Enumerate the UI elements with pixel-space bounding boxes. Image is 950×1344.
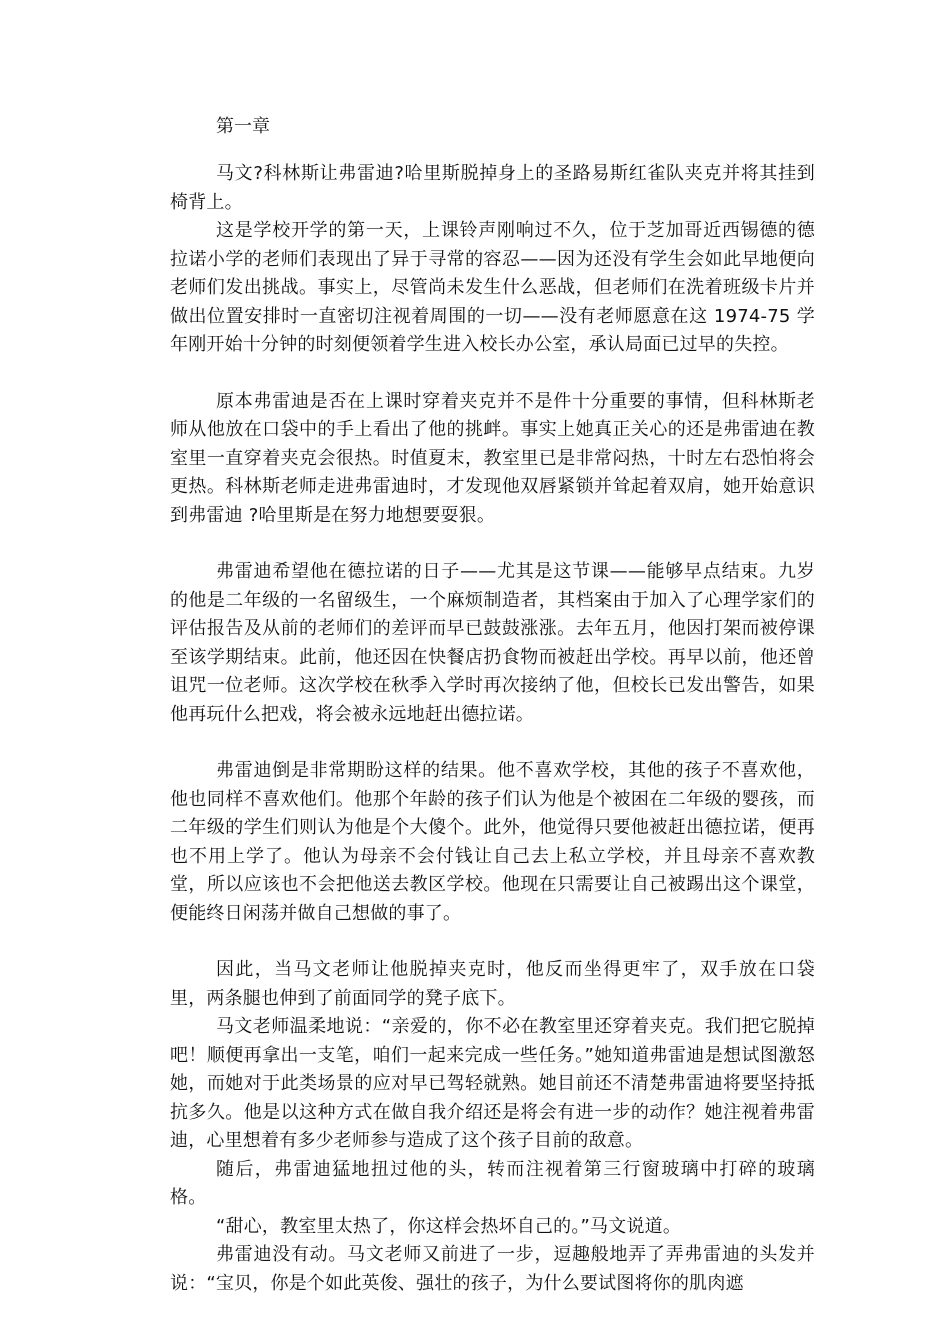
chapter-title: 第一章 — [216, 116, 270, 137]
paragraph-8: 随后，弗雷迪猛地扭过他的头，转而注视着第三行窗玻璃中打碎的玻璃格。 — [170, 1158, 815, 1208]
paragraph-10: 弗雷迪没有动。马文老师又前进了一步，逗趣般地弄了弄弗雷迪的头发并说：“宝贝，你是个如此英俊、强壮的孩子，为什么要试图将你的肌肉遮 — [170, 1244, 815, 1294]
body-text — [170, 160, 815, 1298]
paragraph-2: 这是学校开学的第一天，上课铃声刚响过不久，位于芝加哥近西锡德的德拉诺小学的老师们表现出了异于寻常的容忍——因为还没有学生会如此早地便向老师们发出挑战。事实上，尽管尚未发生什么恶战，但老师们在洗着班级卡片并做出位置安排时一直密切注视着周围的一切——没有老师愿意在这 1974-75 学年刚开始十分钟的时刻便领着学生进入校长办公室，承认局面已过早的失控。 — [170, 220, 815, 355]
paragraph-1: 马文?科林斯让弗雷迪?哈里斯脱掉身上的圣路易斯红雀队夹克并将其挂到椅背上。 — [170, 163, 815, 213]
paragraph-5: 弗雷迪倒是非常期盼这样的结果。他不喜欢学校，其他的孩子不喜欢他，他也同样不喜欢他们。他那个年龄的孩子们认为他是个被困在二年级的婴孩，而二年级的学生们则认为他是个大傻个。此外，他觉得只要他被赶出德拉诺，便再也不用上学了。他认为母亲不会付钱让自己去上私立学校，并且母亲不喜欢教堂，所以应该也不会把他送去教区学校。他现在只需要让自己被踢出这个课堂，便能终日闲荡并做自己想做的事了。 — [170, 760, 815, 924]
paragraph-6: 因此，当马文老师让他脱掉夹克时，他反而坐得更牢了，双手放在口袋里，两条腿也伸到了前面同学的凳子底下。 — [170, 959, 815, 1009]
paragraph-gap — [170, 928, 815, 956]
paragraph-gap — [170, 360, 815, 388]
paragraph-gap — [170, 729, 815, 757]
paragraph-gap — [170, 530, 815, 558]
paragraph-4: 弗雷迪希望他在德拉诺的日子——尤其是这节课——能够早点结束。九岁的他是二年级的一名留级生，一个麻烦制造者，其档案由于加入了心理学家们的评估报告及从前的老师们的差评而早已鼓鼓涨涨。去年五月，他因打架而被停课至该学期结束。此前，他还因在快餐店扔食物而被赶出学校。再早以前，他还曾诅咒一位老师。这次学校在秋季入学时再次接纳了他，但校长已发出警告，如果他再玩什么把戏，将会被永远地赶出德拉诺。 — [170, 561, 815, 725]
paragraph-3: 原本弗雷迪是否在上课时穿着夹克并不是件十分重要的事情，但科林斯老师从他放在口袋中的手上看出了他的挑衅。事实上她真正关心的还是弗雷迪在教室里一直穿着夹克会很热。时值夏末，教室里已是非常闷热，十时左右恐怕将会更热。科林斯老师走进弗雷迪时，才发现他双唇紧锁并耸起着双肩，她开始意识到弗雷迪 ?哈里斯是在努力地想要耍狠。 — [170, 390, 815, 526]
paragraph-9: “甜心，教室里太热了，你这样会热坏自己的。”马文说道。 — [216, 1215, 682, 1237]
paragraph-7: 马文老师温柔地说：“亲爱的，你不必在教室里还穿着夹克。我们把它脱掉吧！顺便再拿出一支笔，咱们一起来完成一些任务。”她知道弗雷迪是想试图激怒她，而她对于此类场景的应对早已驾轻就熟。她目前还不清楚弗雷迪将要坚持抵抗多久。他是以这种方式在做自我介绍还是将会有进一步的动作？她注视着弗雷迪，心里想着有多少老师参与造成了这个孩子目前的敌意。 — [170, 1016, 815, 1151]
